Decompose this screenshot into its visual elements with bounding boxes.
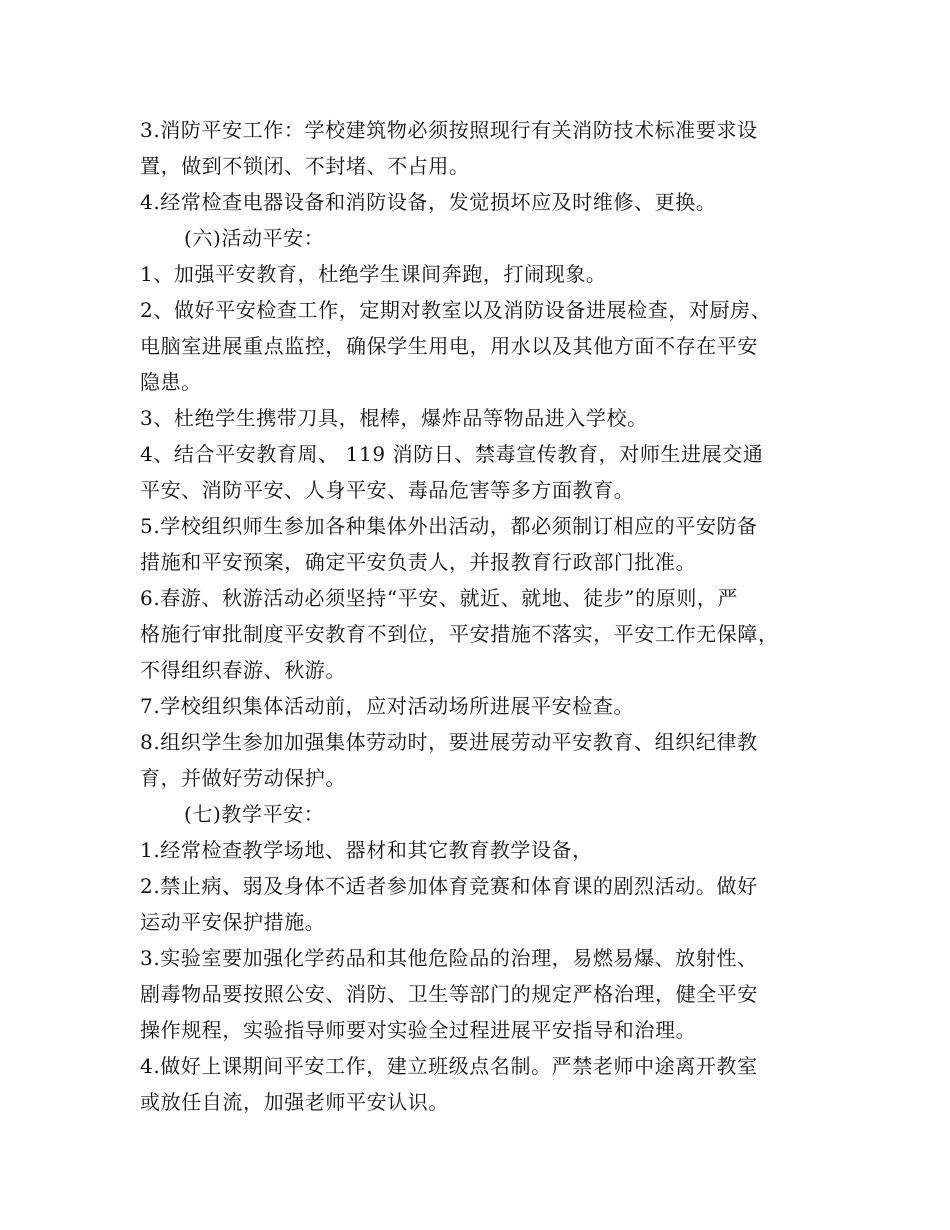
text-line: 措施和平安预案，确定平安负责人，并报教育行政部门批准。 <box>140 550 697 574</box>
text-line: 隐患。 <box>140 370 202 394</box>
text-line: 不得组织春游、秋游。 <box>140 658 346 682</box>
text-line: 5.学校组织师生参加各种集体外出活动，都必须制订相应的平安防备 <box>140 514 758 538</box>
text-line: 2、做好平安检查工作，定期对教室以及消防设备进展检查，对厨房、 <box>140 298 772 322</box>
text-line: 育，并做好劳动保护。 <box>140 766 346 790</box>
text-line: 操作规程，实验指导师要对实验全过程进展平安指导和治理。 <box>140 1018 697 1042</box>
text-line: 平安、消防平安、人身平安、毒品危害等多方面教育。 <box>140 478 635 502</box>
text-line: 2.禁止病、弱及身体不适者参加体育竞赛和体育课的剧烈活动。做好 <box>140 874 758 898</box>
text-line: 4.做好上课期间平安工作，建立班级点名制。严禁老师中途离开教室 <box>140 1054 758 1078</box>
text-line: 1.经常检查教学场地、器材和其它教育教学设备， <box>140 838 593 862</box>
text-line: 电脑室进展重点监控，确保学生用电，用水以及其他方面不存在平安 <box>140 334 758 358</box>
section-heading: (七)教学平安： <box>184 802 325 826</box>
text-line: 6.春游、秋游活动必须坚持“平安、就近、就地、徒步”的原则，严 <box>140 586 739 610</box>
text-line: 格施行审批制度平安教育不到位，平安措施不落实，平安工作无保障， <box>140 622 779 646</box>
text-line: 1、加强平安教育，杜绝学生课间奔跑，打闹现象。 <box>140 262 607 286</box>
document-body <box>140 112 820 1120</box>
text-line: 或放任自流，加强老师平安认识。 <box>140 1090 449 1114</box>
section-heading: (六)活动平安： <box>184 226 325 250</box>
text-line: 7.学校组织集体活动前，应对活动场所进展平安检查。 <box>140 694 635 718</box>
text-line: 4.经常检查电器设备和消防设备，发觉损坏应及时维修、更换。 <box>140 190 717 214</box>
text-line: 3.消防平安工作：学校建筑物必须按照现行有关消防技术标准要求设 <box>140 118 758 142</box>
text-line: 置，做到不锁闭、不封堵、不占用。 <box>140 154 470 178</box>
text-line: 运动平安保护措施。 <box>140 910 326 934</box>
text-line: 剧毒物品要按照公安、消防、卫生等部门的规定严格治理，健全平安 <box>140 982 758 1006</box>
text-line: 4、结合平安教育周、 119 消防日、禁毒宣传教育，对师生进展交通 <box>140 442 764 466</box>
text-line: 8.组织学生参加加强集体劳动时，要进展劳动平安教育、组织纪律教 <box>140 730 758 754</box>
text-line: 3、杜绝学生携带刀具，棍棒，爆炸品等物品进入学校。 <box>140 406 648 430</box>
text-line: 3.实验室要加强化学药品和其他危险品的治理，易燃易爆、放射性、 <box>140 946 758 970</box>
